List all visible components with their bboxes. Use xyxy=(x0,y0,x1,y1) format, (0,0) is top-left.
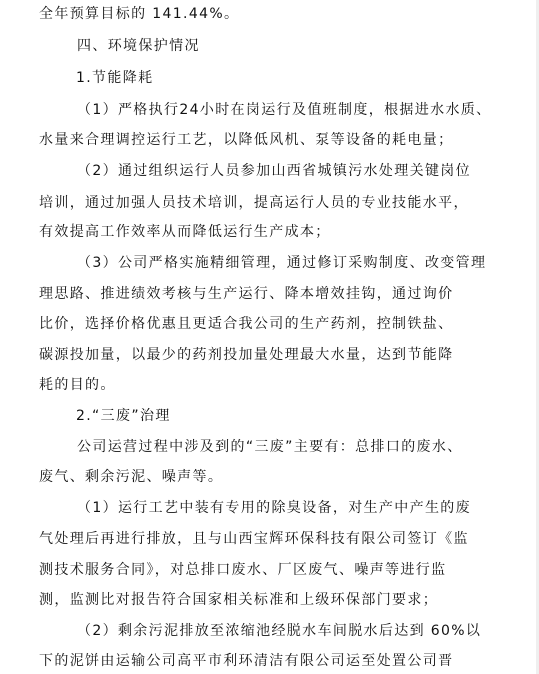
text-line-22: 下的泥饼由运输公司高平市利环清洁有限公司运至处置公司晋 xyxy=(39,653,454,669)
text-line-17: （1）运行工艺中装有专用的除臭设备，对生产中产生的废 xyxy=(77,500,472,516)
text-line-15: 公司运营过程中涉及到的“三废”主要有：总排口的废水、 xyxy=(77,439,463,455)
subheading-three-wastes: 2.“三废”治理 xyxy=(76,408,171,424)
text-line-20: 测，监测比对报告符合国家相关标准和上级环保部门要求； xyxy=(39,592,439,608)
text-line-5: 水量来合理调控运行工艺，以降低风机、泵等设备的耗电量； xyxy=(39,132,454,148)
text-line-10: 理思路、推进绩效考核与生产运行、降本增效挂钩，通过询价 xyxy=(39,286,454,302)
text-line-11: 比价，选择价格优惠且更适合我公司的生产药剂，控制铁盐、 xyxy=(39,316,454,332)
text-line-12: 碳源投加量，以最少的药剂投加量处理最大水量，达到节能降 xyxy=(39,347,454,363)
text-line-18: 气处理后再进行排放，且与山西宝辉环保科技有限公司签订《监 xyxy=(39,531,469,547)
text-line-6: （2）通过组织运行人员参加山西省城镇污水处理关键岗位 xyxy=(77,163,472,179)
text-line-16: 废气、剩余污泥、噪声等。 xyxy=(39,469,224,485)
text-line-19: 测技术服务合同》，对总排口废水、厂区废气、噪声等进行监 xyxy=(39,562,447,578)
subheading-energy-saving: 1.节能降耗 xyxy=(76,70,154,86)
text-line-9: （3）公司严格实施精细管理，通过修订采购制度、改变管理 xyxy=(77,255,487,271)
section-heading-environment: 四、环境保护情况 xyxy=(77,38,200,54)
text-line-7: 培训，通过加强人员技术培训，提高运行人员的专业技能水平， xyxy=(39,195,469,211)
text-line-1: 全年预算目标的 141.44%。 xyxy=(39,6,240,22)
text-line-21: （2）剩余污泥排放至浓缩池经脱水车间脱水后达到 60%以 xyxy=(77,623,482,639)
text-line-13: 耗的目的。 xyxy=(39,377,116,393)
text-line-8: 有效提高工作效率从而降低运行生产成本； xyxy=(39,224,331,240)
text-line-4: （1）严格执行24小时在岗运行及值班制度，根据进水水质、 xyxy=(77,102,492,118)
